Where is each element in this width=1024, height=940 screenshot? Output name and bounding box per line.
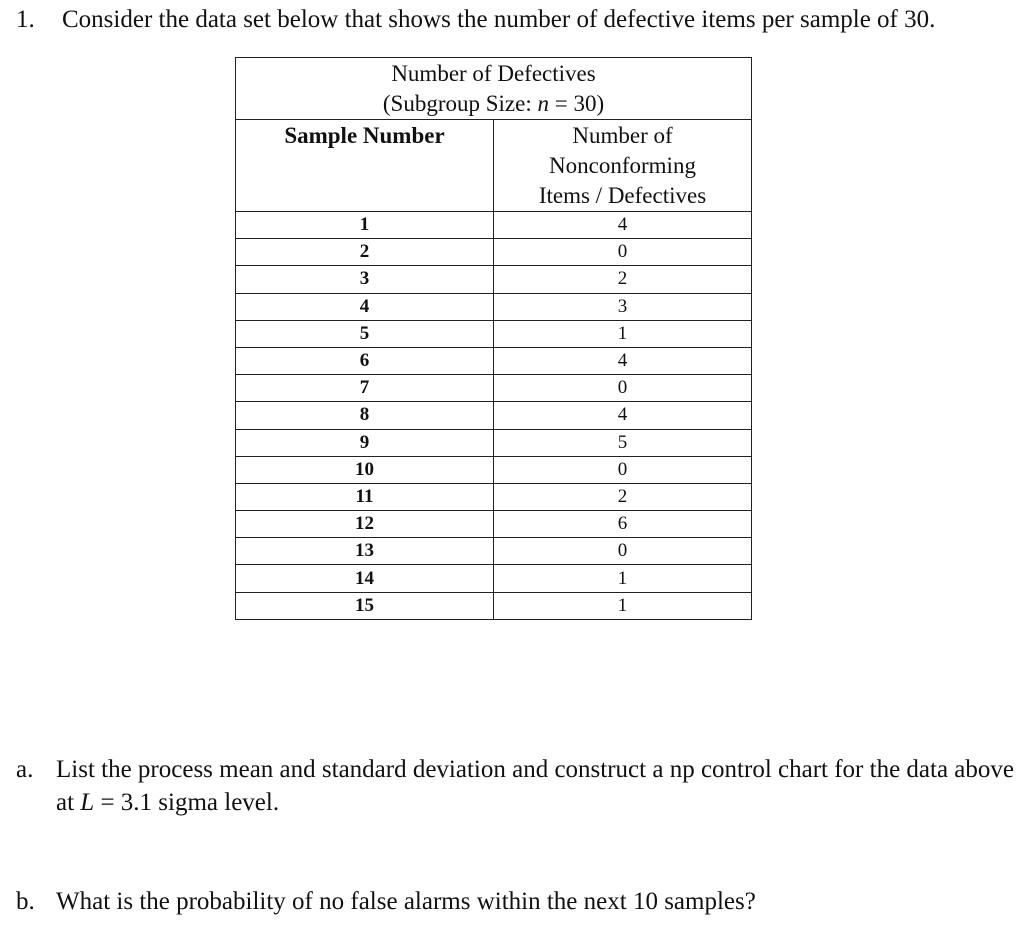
part-a-text-before: List the process mean and standard deviation and construct a np control chart for the data above at [56, 756, 1014, 816]
table-caption [236, 58, 752, 120]
defectives-cell: 1 [494, 592, 752, 619]
defectives-cell: 0 [494, 538, 752, 565]
caption-line-2 [236, 89, 751, 119]
defectives-cell: 4 [494, 402, 752, 429]
defectives-header-line-3: Items / Defectives [538, 183, 707, 208]
part-b-label: b. [16, 888, 35, 915]
defectives-cell: 3 [494, 293, 752, 320]
table-row [236, 456, 752, 483]
part-a-var: L [80, 789, 95, 816]
sample-number-cell: 10 [236, 456, 494, 483]
defectives-cell: 6 [494, 511, 752, 538]
table-row [236, 592, 752, 619]
sample-number-cell: 4 [236, 293, 494, 320]
defectives-cell: 1 [494, 320, 752, 347]
defectives-cell: 5 [494, 429, 752, 456]
defectives-cell: 4 [494, 347, 752, 374]
caption-line-2-prefix: (Subgroup Size: [382, 90, 538, 116]
defectives-cell: 2 [494, 483, 752, 510]
sample-number-cell: 14 [236, 565, 494, 592]
table-row [236, 375, 752, 402]
defectives-cell: 4 [494, 212, 752, 239]
sample-number-cell: 15 [236, 592, 494, 619]
defectives-cell: 0 [494, 239, 752, 266]
sample-number-cell: 8 [236, 402, 494, 429]
defectives-cell: 2 [494, 266, 752, 293]
defectives-cell: 0 [494, 375, 752, 402]
question-text: Consider the data set below that shows the number of defective items per sample of 30. [62, 6, 936, 33]
sample-number-cell: 6 [236, 347, 494, 374]
defectives-cell: 1 [494, 565, 752, 592]
part-a-label: a. [16, 756, 34, 783]
question-heading [16, 6, 935, 34]
table-row [236, 347, 752, 374]
column-header-defectives [494, 120, 752, 212]
table-header-row [236, 120, 752, 212]
sample-number-cell: 5 [236, 320, 494, 347]
part-a-text-after: = 3.1 sigma level. [94, 789, 280, 816]
sample-number-cell: 12 [236, 511, 494, 538]
sample-number-cell: 1 [236, 212, 494, 239]
table-row [236, 293, 752, 320]
table-row [236, 320, 752, 347]
table-row [236, 511, 752, 538]
sample-number-cell: 9 [236, 429, 494, 456]
sample-number-cell: 13 [236, 538, 494, 565]
part-a [16, 753, 1016, 819]
table-row [236, 239, 752, 266]
table-row [236, 483, 752, 510]
table-row [236, 538, 752, 565]
defectives-cell: 0 [494, 456, 752, 483]
table-caption-row [236, 58, 752, 120]
sample-number-cell: 11 [236, 483, 494, 510]
part-b [16, 885, 1016, 918]
table-row [236, 266, 752, 293]
caption-line-2-var: n [537, 90, 549, 116]
part-a-text [56, 753, 1016, 819]
caption-line-1: Number of Defectives [391, 60, 596, 86]
column-header-sample-number: Sample Number [236, 120, 494, 212]
question-number: 1. [16, 6, 35, 33]
table-row [236, 212, 752, 239]
sample-number-cell: 2 [236, 239, 494, 266]
table-row [236, 402, 752, 429]
table-body [236, 212, 752, 620]
part-b-text: What is the probability of no false alarms within the next 10 samples? [56, 888, 756, 915]
table-row [236, 565, 752, 592]
table-row [236, 429, 752, 456]
defectives-header-line-1: Number of [572, 123, 673, 148]
caption-line-2-suffix: = 30) [548, 90, 605, 116]
defectives-header-line-2: Nonconforming [549, 153, 696, 178]
sample-number-cell: 7 [236, 375, 494, 402]
defectives-table [235, 57, 752, 620]
sample-number-cell: 3 [236, 266, 494, 293]
